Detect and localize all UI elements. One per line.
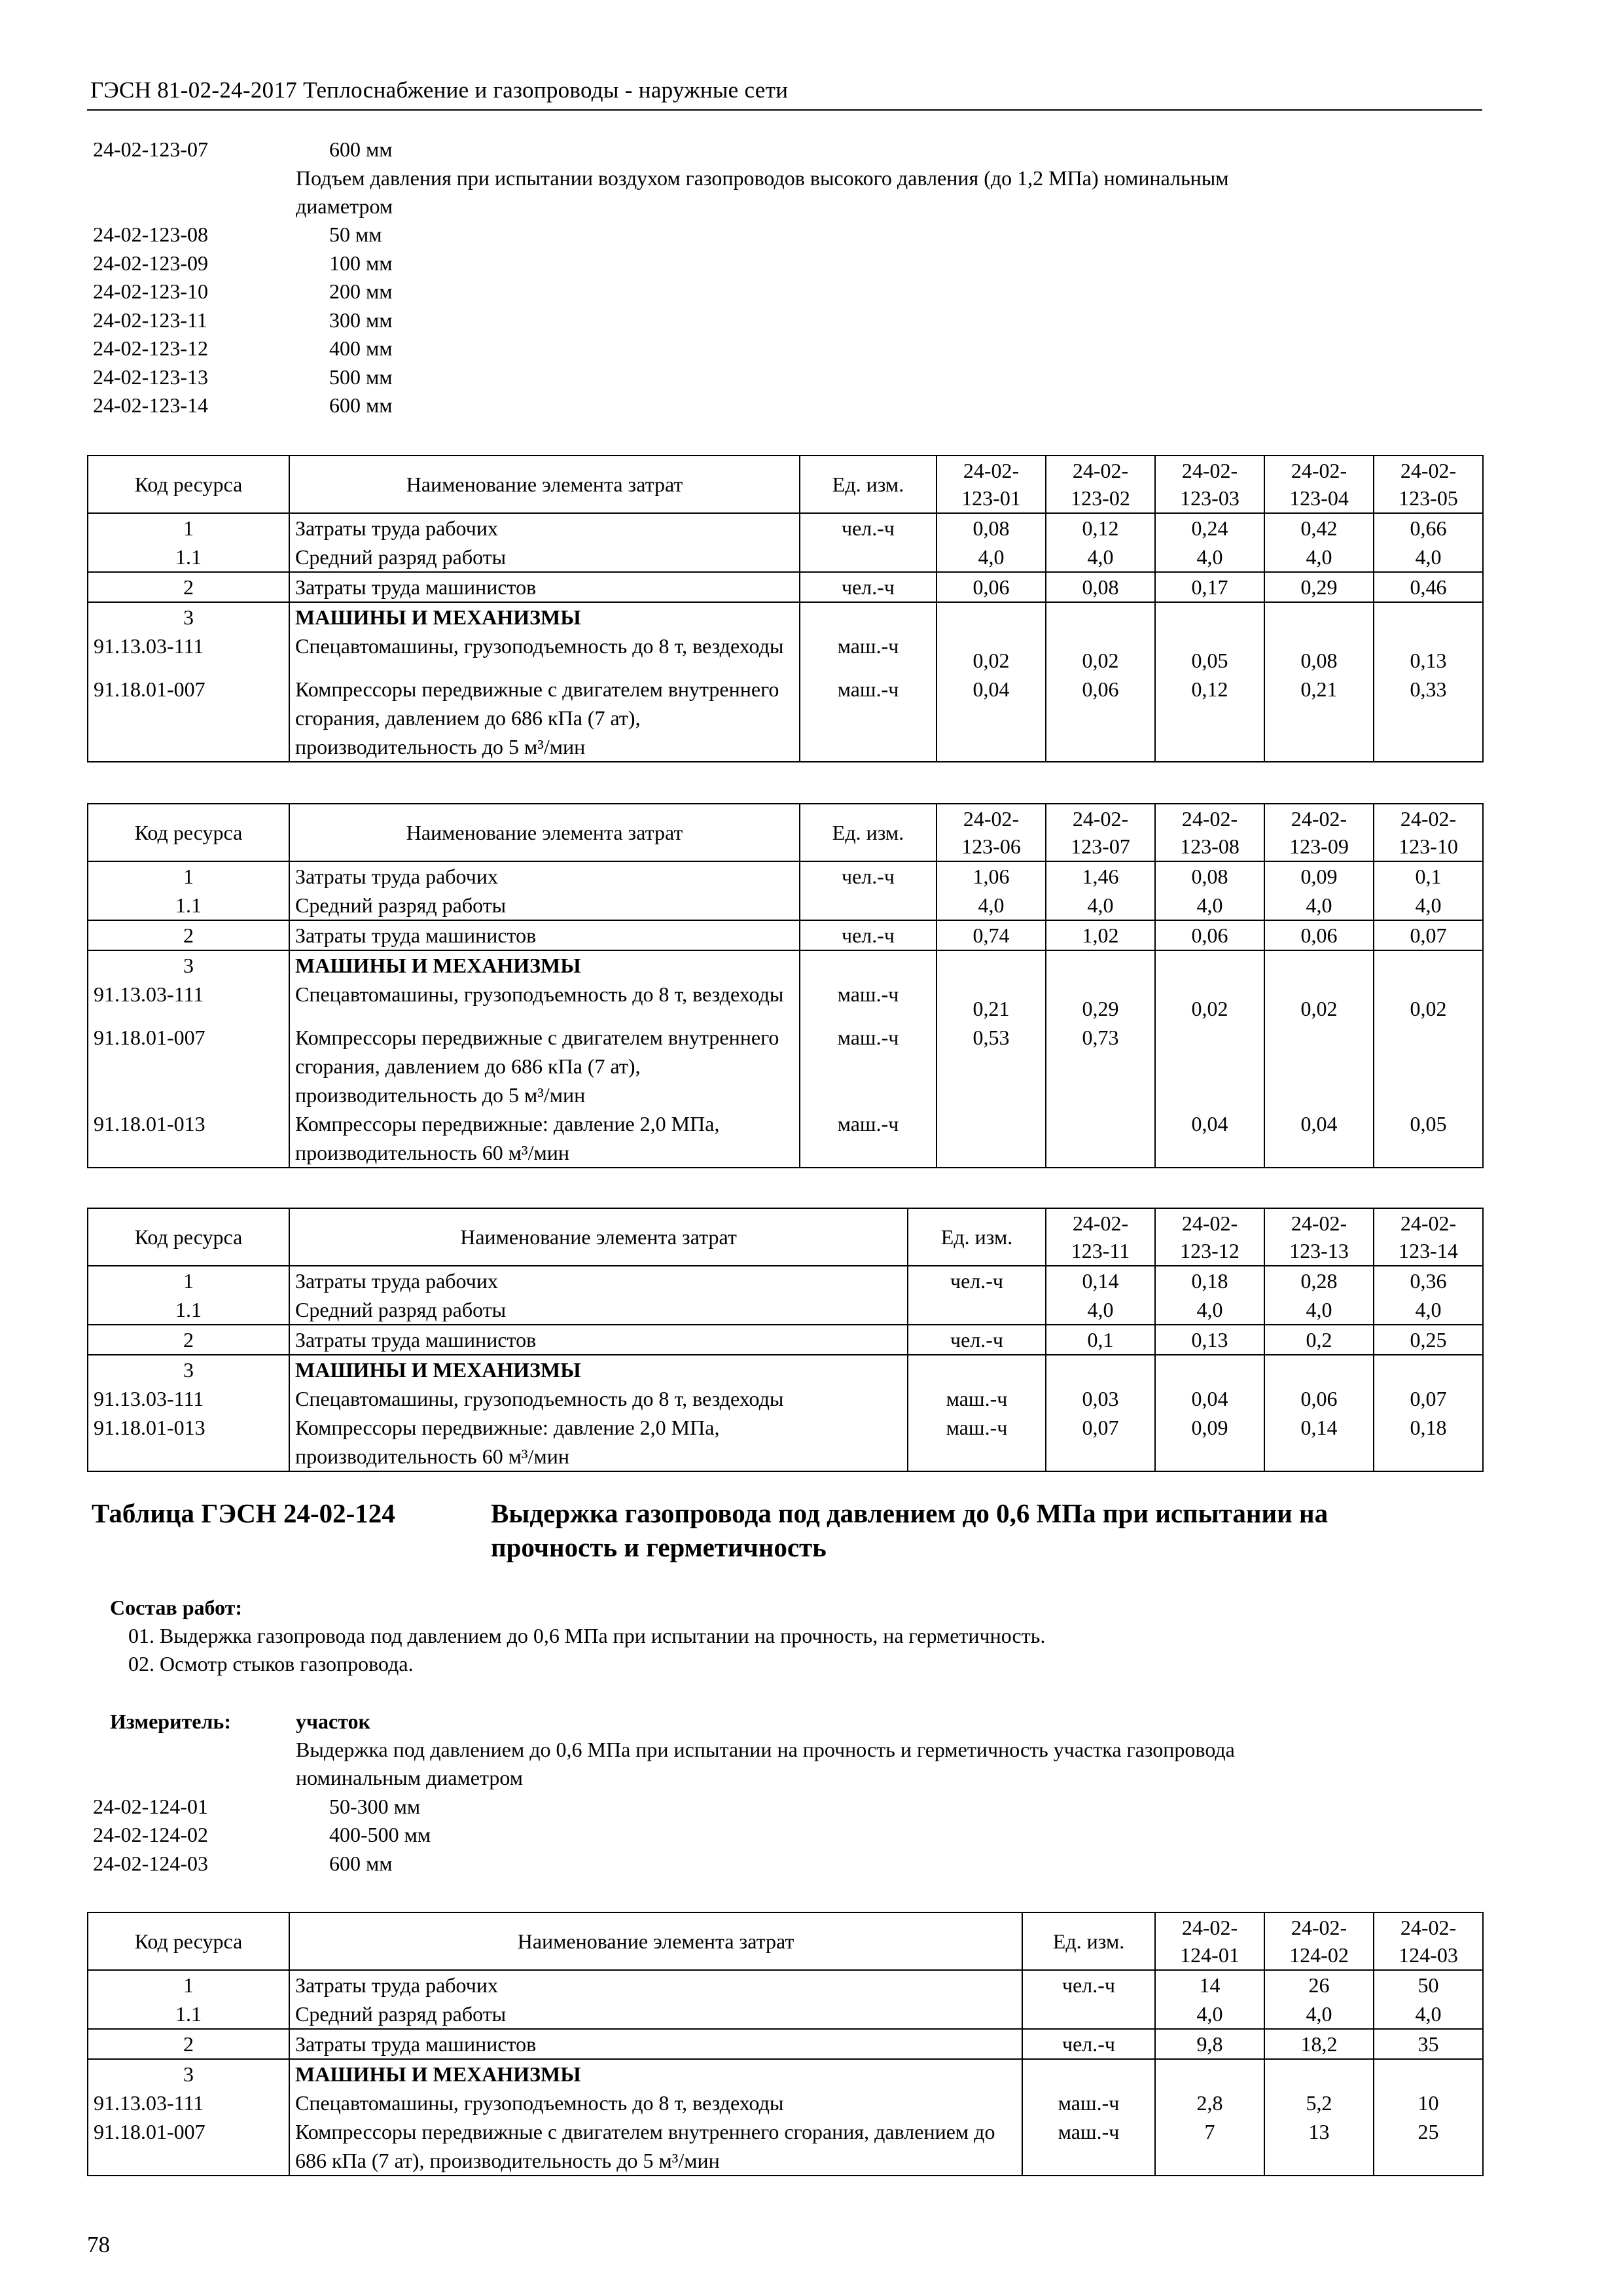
- meter-description-cont: номинальным диаметром: [296, 1766, 524, 1789]
- table-row: 3 МАШИНЫ И МЕХАНИЗМЫ: [88, 2059, 1483, 2089]
- diameter-value: 600 мм: [329, 137, 393, 161]
- diameter-value: 50-300 мм: [329, 1795, 421, 1818]
- table-row: 91.18.01-007 Компрессоры передвижные с двигателем внутреннего сгорания, давлением до 686 кПа (7 ат), производительность до 5 м³/мин маш.-ч 0,53 0,73: [88, 1023, 1483, 1109]
- col-header-unit: Ед. изм.: [800, 804, 936, 861]
- diameter-value: 600 мм: [329, 393, 393, 417]
- table-row: 1 Затраты труда рабочих чел.-ч 0,14 0,18 0,28 0,36: [88, 1266, 1483, 1295]
- table-row: 3 МАШИНЫ И МЕХАНИЗМЫ: [88, 1355, 1483, 1384]
- resource-code: 24-02-123-13: [93, 365, 208, 389]
- col-header-norm: 24-02- 123-12: [1155, 1208, 1264, 1266]
- table-row: 91.18.01-013 Компрессоры передвижные: давление 2,0 МПа, производительность 60 м³/мин маш.-ч 0,04 0,04 0,05: [88, 1109, 1483, 1168]
- meter-label: Измеритель:: [110, 1710, 231, 1733]
- resource-code: 24-02-124-02: [93, 1823, 208, 1846]
- col-header-norm: 24-02- 123-14: [1374, 1208, 1483, 1266]
- table-row: 1 Затраты труда рабочих чел.-ч 14 26 50: [88, 1970, 1483, 2000]
- work-item: 01. Выдержка газопровода под давлением до 0,6 МПа при испытании на прочность, на герметичность.: [128, 1624, 1046, 1647]
- table-row: 91.13.03-111 Спецавтомашины, грузоподъемность до 8 т, вездеходы маш.-ч 0,02 0,02 0,05 0,08 0,13: [88, 632, 1483, 675]
- table-row: 2 Затраты труда машинистов чел.-ч 9,8 18,2 35: [88, 2029, 1483, 2059]
- col-header-norm: 24-02- 123-02: [1046, 456, 1155, 513]
- diameter-value: 300 мм: [329, 308, 393, 332]
- running-header: ГЭСН 81-02-24-2017 Теплоснабжение и газопроводы - наружные сети: [90, 77, 789, 103]
- diameter-value: 400-500 мм: [329, 1823, 431, 1846]
- resource-code: 24-02-123-09: [93, 251, 208, 275]
- col-header-norm: 24-02- 124-01: [1155, 1912, 1264, 1970]
- col-header-norm: 24-02- 123-08: [1155, 804, 1264, 861]
- table-row: 1 Затраты труда рабочих чел.-ч 1,06 1,46 0,08 0,09 0,1: [88, 861, 1483, 891]
- work-item: 02. Осмотр стыков газопровода.: [128, 1652, 414, 1676]
- col-header-norm: 24-02- 123-05: [1374, 456, 1483, 513]
- group-description-cont: диаметром: [296, 194, 393, 218]
- col-header-norm: 24-02- 123-03: [1155, 456, 1264, 513]
- diameter-value: 100 мм: [329, 251, 393, 275]
- table-row: 91.18.01-013 Компрессоры передвижные: давление 2,0 МПа, производительность 60 м³/мин маш.-ч 0,07 0,09 0,14 0,18: [88, 1413, 1483, 1471]
- resource-table-123-06-10: [87, 803, 1484, 1168]
- group-description: Подъем давления при испытании воздухом газопроводов высокого давления (до 1,2 МПа) номинальным: [296, 166, 1229, 190]
- table-row: 3 МАШИНЫ И МЕХАНИЗМЫ: [88, 602, 1483, 632]
- col-header-norm: 24-02- 123-11: [1046, 1208, 1155, 1266]
- resource-code: 24-02-123-14: [93, 393, 208, 417]
- resource-table-123-01-05: [87, 455, 1484, 762]
- diameter-value: 200 мм: [329, 279, 393, 303]
- table-row: 2 Затраты труда машинистов чел.-ч 0,06 0,08 0,17 0,29 0,46: [88, 572, 1483, 602]
- resource-code: 24-02-123-11: [93, 308, 207, 332]
- resource-code: 24-02-123-07: [93, 137, 208, 161]
- table-row: 1.1 Средний разряд работы 4,0 4,0 4,0 4,0 4,0: [88, 543, 1483, 572]
- meter-description: Выдержка под давлением до 0,6 МПа при испытании на прочность и герметичность участка газопровода: [296, 1738, 1235, 1761]
- col-header-norm: 24-02- 123-01: [936, 456, 1046, 513]
- diameter-value: 600 мм: [329, 1852, 393, 1875]
- table-label: Таблица ГЭСН 24-02-124: [92, 1498, 395, 1528]
- table-row: 1 Затраты труда рабочих чел.-ч 0,08 0,12 0,24 0,42 0,66: [88, 513, 1483, 543]
- table-row: 91.13.03-111 Спецавтомашины, грузоподъемность до 8 т, вездеходы маш.-ч 0,21 0,29 0,02 0,02 0,02: [88, 980, 1483, 1023]
- table-row: 2 Затраты труда машинистов чел.-ч 0,1 0,13 0,2 0,25: [88, 1325, 1483, 1355]
- page-number: 78: [87, 2232, 110, 2257]
- table-title: Выдержка газопровода под давлением до 0,6 МПа при испытании на: [491, 1498, 1329, 1528]
- table-row: 3 МАШИНЫ И МЕХАНИЗМЫ: [88, 950, 1483, 980]
- col-header-norm: 24-02- 123-04: [1264, 456, 1374, 513]
- col-header-code: Код ресурса: [88, 804, 289, 861]
- col-header-norm: 24-02- 123-06: [936, 804, 1046, 861]
- works-heading: Состав работ:: [110, 1596, 243, 1619]
- col-header-code: Код ресурса: [88, 456, 289, 513]
- table-row: 91.13.03-111 Спецавтомашины, грузоподъемность до 8 т, вездеходы маш.-ч 0,03 0,04 0,06 0,07: [88, 1384, 1483, 1413]
- col-header-unit: Ед. изм.: [1022, 1912, 1155, 1970]
- col-header-name: Наименование элемента затрат: [289, 1208, 908, 1266]
- col-header-norm: 24-02- 123-10: [1374, 804, 1483, 861]
- col-header-norm: 24-02- 123-07: [1046, 804, 1155, 861]
- resource-code: 24-02-123-10: [93, 279, 208, 303]
- col-header-norm: 24-02- 123-13: [1264, 1208, 1374, 1266]
- table-row: 91.18.01-007 Компрессоры передвижные с двигателем внутреннего сгорания, давлением до 686 кПа (7 ат), производительность до 5 м³/мин маш.-ч 0,04 0,06 0,12 0,21 0,33: [88, 675, 1483, 762]
- col-header-unit: Ед. изм.: [908, 1208, 1046, 1266]
- table-row: 2 Затраты труда машинистов чел.-ч 0,74 1,02 0,06 0,06 0,07: [88, 920, 1483, 950]
- col-header-norm: 24-02- 124-03: [1374, 1912, 1483, 1970]
- resource-code: 24-02-124-03: [93, 1852, 208, 1875]
- diameter-value: 50 мм: [329, 223, 382, 246]
- resource-table-124: [87, 1912, 1484, 2176]
- table-row: 91.13.03-111 Спецавтомашины, грузоподъемность до 8 т, вездеходы маш.-ч 2,8 5,2 10: [88, 2089, 1483, 2117]
- resource-code: 24-02-123-12: [93, 336, 208, 360]
- table-title-cont: прочность и герметичность: [491, 1532, 827, 1562]
- table-row: 91.18.01-007 Компрессоры передвижные с двигателем внутреннего сгорания, давлением до 686 кПа (7 ат), производительность до 5 м³/мин маш.-ч 7 13 25: [88, 2117, 1483, 2176]
- resource-code: 24-02-124-01: [93, 1795, 208, 1818]
- table-row: 1.1 Средний разряд работы 4,0 4,0 4,0 4,0: [88, 1295, 1483, 1325]
- col-header-unit: Ед. изм.: [800, 456, 936, 513]
- col-header-name: Наименование элемента затрат: [289, 456, 800, 513]
- col-header-norm: 24-02- 123-09: [1264, 804, 1374, 861]
- diameter-value: 500 мм: [329, 365, 393, 389]
- meter-value: участок: [296, 1710, 370, 1733]
- col-header-name: Наименование элемента затрат: [289, 1912, 1022, 1970]
- col-header-code: Код ресурса: [88, 1208, 289, 1266]
- col-header-norm: 24-02- 124-02: [1264, 1912, 1374, 1970]
- header-rule: [87, 109, 1482, 111]
- table-row: 1.1 Средний разряд работы 4,0 4,0 4,0: [88, 2000, 1483, 2029]
- resource-table-123-11-14: [87, 1208, 1484, 1472]
- col-header-code: Код ресурса: [88, 1912, 289, 1970]
- table-row: 1.1 Средний разряд работы 4,0 4,0 4,0 4,0 4,0: [88, 891, 1483, 920]
- col-header-name: Наименование элемента затрат: [289, 804, 800, 861]
- diameter-value: 400 мм: [329, 336, 393, 360]
- resource-code: 24-02-123-08: [93, 223, 208, 246]
